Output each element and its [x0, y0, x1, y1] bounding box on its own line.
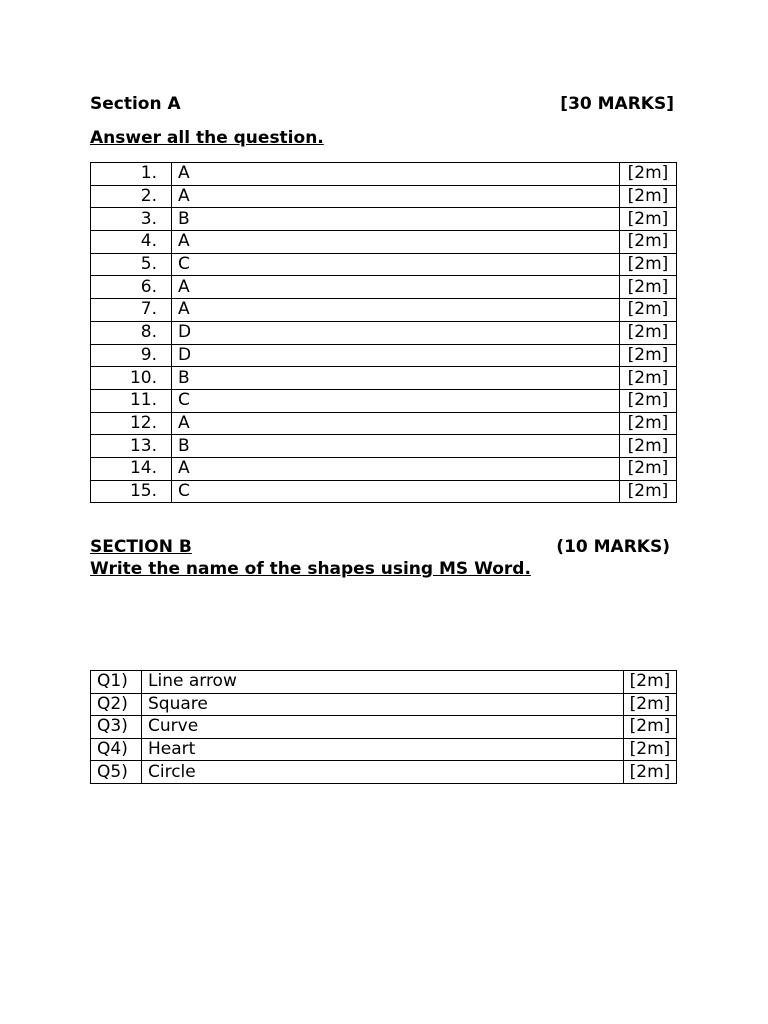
section-b-marks: (10 MARKS): [556, 537, 670, 557]
question-number: 5.: [91, 253, 172, 276]
section-a-instruction: Answer all the question.: [90, 128, 324, 148]
answer-cell: A: [172, 163, 620, 186]
mark-cell: [2m]: [620, 163, 677, 186]
question-number: 1.: [91, 163, 172, 186]
table-row: [91, 716, 677, 739]
answer-cell: Square: [142, 693, 624, 716]
table-row: [91, 435, 677, 458]
question-number: 3.: [91, 208, 172, 231]
question-number: 10.: [91, 367, 172, 390]
table-row: [91, 480, 677, 503]
section-a-title: Section A: [90, 94, 181, 114]
question-number: 2.: [91, 185, 172, 208]
question-number: 8.: [91, 321, 172, 344]
section-b-header: [90, 537, 670, 557]
answer-cell: A: [172, 457, 620, 480]
answer-cell: A: [172, 299, 620, 322]
question-number: 14.: [91, 457, 172, 480]
answer-cell: Curve: [142, 716, 624, 739]
table-row: [91, 671, 677, 694]
mark-cell: [2m]: [624, 738, 677, 761]
mark-cell: [2m]: [620, 253, 677, 276]
question-number: Q1): [91, 671, 142, 694]
mark-cell: [2m]: [620, 231, 677, 254]
mark-cell: [2m]: [620, 276, 677, 299]
mark-cell: [2m]: [620, 208, 677, 231]
mark-cell: [2m]: [624, 761, 677, 784]
table-row: [91, 389, 677, 412]
table-row: [91, 185, 677, 208]
table-row: [91, 321, 677, 344]
section-a-answer-table: [90, 162, 677, 503]
mark-cell: [2m]: [620, 344, 677, 367]
mark-cell: [2m]: [620, 185, 677, 208]
question-number: 11.: [91, 389, 172, 412]
section-a-marks: [30 MARKS]: [560, 94, 674, 114]
question-number: Q3): [91, 716, 142, 739]
mark-cell: [2m]: [624, 693, 677, 716]
answer-cell: D: [172, 321, 620, 344]
question-number: 13.: [91, 435, 172, 458]
table-row: [91, 693, 677, 716]
answer-cell: D: [172, 344, 620, 367]
question-number: Q4): [91, 738, 142, 761]
section-a-header: [90, 94, 674, 114]
mark-cell: [2m]: [620, 457, 677, 480]
answer-cell: B: [172, 367, 620, 390]
answer-cell: C: [172, 253, 620, 276]
answer-cell: C: [172, 480, 620, 503]
question-number: Q5): [91, 761, 142, 784]
table-row: [91, 738, 677, 761]
table-row: [91, 761, 677, 784]
answer-cell: Circle: [142, 761, 624, 784]
section-b-instruction: Write the name of the shapes using MS Word.: [90, 559, 531, 579]
answer-cell: A: [172, 185, 620, 208]
table-row: [91, 208, 677, 231]
table-row: [91, 163, 677, 186]
mark-cell: [2m]: [624, 716, 677, 739]
question-number: 15.: [91, 480, 172, 503]
answer-cell: Line arrow: [142, 671, 624, 694]
answer-cell: Heart: [142, 738, 624, 761]
mark-cell: [2m]: [620, 435, 677, 458]
table-row: [91, 276, 677, 299]
table-row: [91, 299, 677, 322]
answer-cell: B: [172, 435, 620, 458]
question-number: 9.: [91, 344, 172, 367]
answer-cell: C: [172, 389, 620, 412]
mark-cell: [2m]: [620, 389, 677, 412]
question-number: Q2): [91, 693, 142, 716]
mark-cell: [2m]: [620, 321, 677, 344]
table-row: [91, 253, 677, 276]
answer-cell: B: [172, 208, 620, 231]
question-number: 7.: [91, 299, 172, 322]
question-number: 4.: [91, 231, 172, 254]
table-row: [91, 344, 677, 367]
mark-cell: [2m]: [620, 412, 677, 435]
mark-cell: [2m]: [620, 367, 677, 390]
question-number: 12.: [91, 412, 172, 435]
mark-cell: [2m]: [620, 480, 677, 503]
question-number: 6.: [91, 276, 172, 299]
answer-cell: A: [172, 276, 620, 299]
section-b-answer-table: [90, 670, 677, 784]
table-row: [91, 231, 677, 254]
table-row: [91, 367, 677, 390]
answer-cell: A: [172, 231, 620, 254]
table-row: [91, 457, 677, 480]
section-b-title: SECTION B: [90, 537, 192, 557]
mark-cell: [2m]: [620, 299, 677, 322]
answer-cell: A: [172, 412, 620, 435]
table-row: [91, 412, 677, 435]
mark-cell: [2m]: [624, 671, 677, 694]
